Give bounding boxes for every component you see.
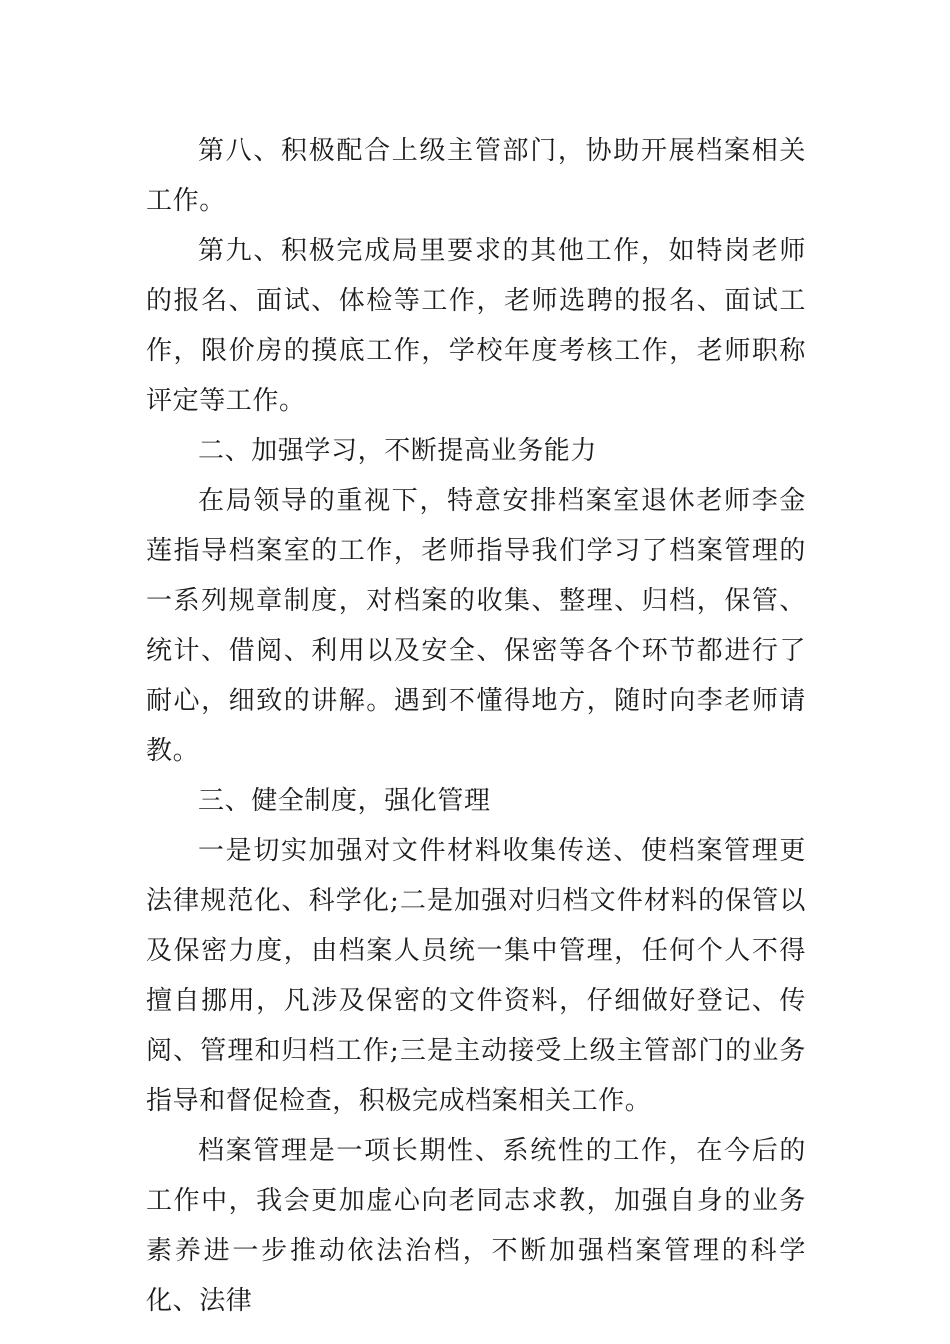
- paragraph-item-9: 第九、积极完成局里要求的其他工作，如特岗老师的报名、面试、体检等工作，老师选聘的报名、面试工作，限价房的摸底工作，学校年度考核工作，老师职称评定等工作。: [146, 236, 806, 416]
- paragraph-learning: 在局领导的重视下，特意安排档案室退休老师李金莲指导档案室的工作，老师指导我们学习了档案管理的一系列规章制度，对档案的收集、整理、归档，保管、统计、借阅、利用以及安全、保密等各个环节都进行了耐心，细致的讲解。遇到不懂得地方，随时向李老师请教。: [146, 486, 806, 766]
- paragraph-conclusion: 档案管理是一项长期性、系统性的工作，在今后的工作中，我会更加虚心向老同志求教，加强自身的业务素养进一步推动依法治档，不断加强档案管理的科学化、法律: [146, 1136, 806, 1316]
- paragraph-item-8: 第八、积极配合上级主管部门，协助开展档案相关工作。: [146, 136, 806, 216]
- paragraph-management: 一是切实加强对文件材料收集传送、使档案管理更法律规范化、科学化;二是加强对归档文件材料的保管以及保密力度，由档案人员统一集中管理，任何个人不得擅自挪用，凡涉及保密的文件资料，仔细做好登记、传阅、管理和归档工作;三是主动接受上级主管部门的业务指导和督促检查，积极完成档案相关工作。: [146, 836, 806, 1116]
- document-body: [146, 126, 806, 1326]
- section-heading-2: 二、加强学习，不断提高业务能力: [198, 436, 598, 466]
- section-heading-3: 三、健全制度，强化管理: [198, 786, 491, 816]
